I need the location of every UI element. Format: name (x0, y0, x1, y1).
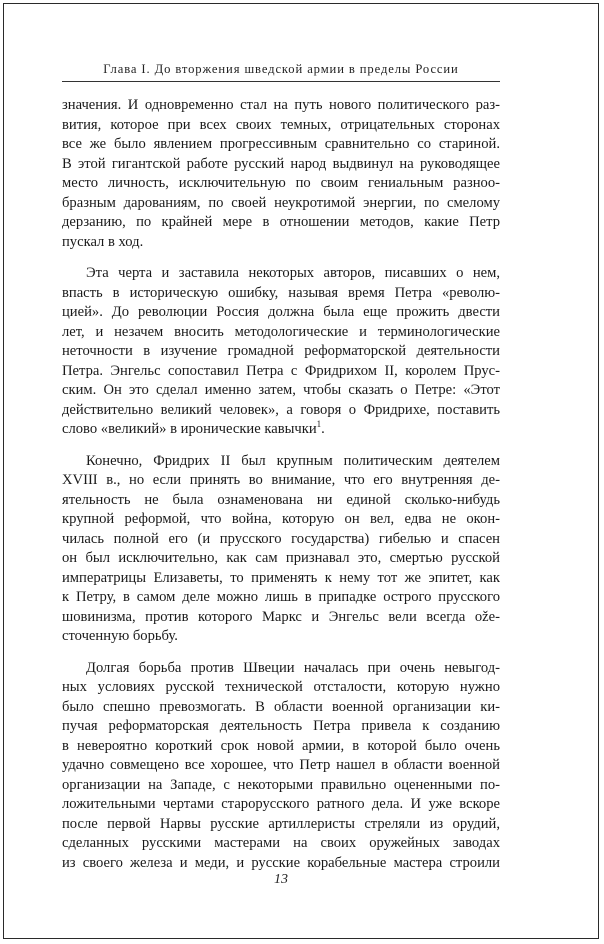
text-line: ных условиях русской технической отсталости, которую нужно (62, 679, 500, 695)
paragraph-1 (62, 96, 500, 252)
text-line: шовинизма, против которого Маркс и Энгельс вели всегда ože- (62, 608, 500, 625)
text-line: ложительными чертами старорусского ратного дела. И уже вскоре (62, 796, 500, 812)
text-line: к Петру, в самом деле можно лишь в припадке острого прусского (62, 589, 500, 605)
text-line: чилась полной его (и прусского государства) гибелью и спасен (62, 530, 500, 547)
text-line: дерзанию, по крайней мере в отношении методов, какие Петр (62, 214, 500, 230)
text-line: организации на Западе, с некоторыми правильно оцененными по- (62, 776, 500, 793)
page-number: 13 (274, 872, 288, 887)
text-line: императрицы Елизаветы, то применять к нему тот же эпитет, как (62, 569, 500, 586)
text-line: после первой Нарвы русские артиллеристы стреляли из орудий, (62, 815, 500, 832)
text-line: все же было явлением прогрессивным сравнительно со стариной. (62, 136, 500, 152)
text-line: удачно совмещено все хорошее, что Петр нашел в области военной (62, 757, 500, 773)
text-line: Конечно, Фридрих II был крупным политическим деятелем (86, 452, 500, 469)
text-line: было спешно превозмогать. В области военной организации ки- (62, 698, 500, 715)
text-line: неточности в изучение громадной реформаторской деятельности (62, 343, 500, 359)
text-line: крупной реформой, что война, которую он вел, едва не окон- (62, 511, 500, 527)
text-line: сделанных русскими мастерами на своих оружейных заводах (62, 835, 500, 851)
text-line: пускал в ход. (62, 233, 144, 250)
text-line: действительно великий человек», а говоря о Фридрихе, поставить (62, 401, 500, 418)
text-line-with-footnote: слово «великий» в иронические кавычки$^1$. (62, 419, 325, 437)
text-line: впасть в историческую ошибку, называя время Петра «револю- (62, 284, 500, 301)
text-line: ским. Он это сделал именно затем, чтобы сказать о Петре: «Этот (62, 382, 500, 398)
text-line: из своего железа и меди, и русские корабельные мастера строили (62, 854, 500, 871)
body-text (62, 96, 500, 885)
text-line: сточенную борьбу. (62, 628, 178, 644)
text-line: вития, которое при всех своих темных, отрицательных сторонах (62, 116, 500, 133)
text-line: пучая реформаторская деятельность Петра привела к созданию (62, 718, 500, 734)
paragraph-4 (62, 659, 500, 874)
running-head: Глава I. До вторжения шведской армии в пределы России (103, 62, 459, 76)
text-line: Петра. Энгельс сопоставил Петра с Фридрихом II, королем Прус- (62, 362, 500, 379)
paragraph-2 (62, 264, 500, 440)
paragraph-3 (62, 452, 500, 647)
text-line: Долгая борьба против Швеции началась при очень невыгод- (86, 659, 500, 676)
text-line: место личность, исключительную по своим гениальным разноо- (62, 175, 500, 191)
text-line: значения. И одновременно стал на путь нового политического раз- (62, 97, 500, 113)
footnote-reference[interactable]: 1 (316, 419, 322, 430)
header-rule (62, 81, 500, 82)
text-line: в невероятно короткий срок новой армии, в которой было очень (62, 737, 500, 754)
text-line: Эта черта и заставила некоторых авторов, писавших о нем, (86, 265, 500, 281)
text-line: слово «великий» в иронические кавычки (62, 421, 317, 437)
text-line: цией». До революции Россия должна была еще прожить двести (62, 304, 500, 320)
text-line: он был исключительно, как сам признавал это, смертью русской (62, 550, 500, 566)
text-line: ятельность не была ознаменована ни единой сколько-нибудь (62, 491, 500, 508)
text-line: лет, и незачем вносить методологические и терминологические (62, 323, 500, 340)
text-line: XVIII в., но если принять во внимание, что его внутренняя де- (62, 472, 500, 488)
text-line: бразным дарованиям, по своей неукротимой энергии, по смелому (62, 194, 500, 211)
text-line: В этой гигантской работе русский народ выдвинул на руководящее (62, 155, 500, 172)
